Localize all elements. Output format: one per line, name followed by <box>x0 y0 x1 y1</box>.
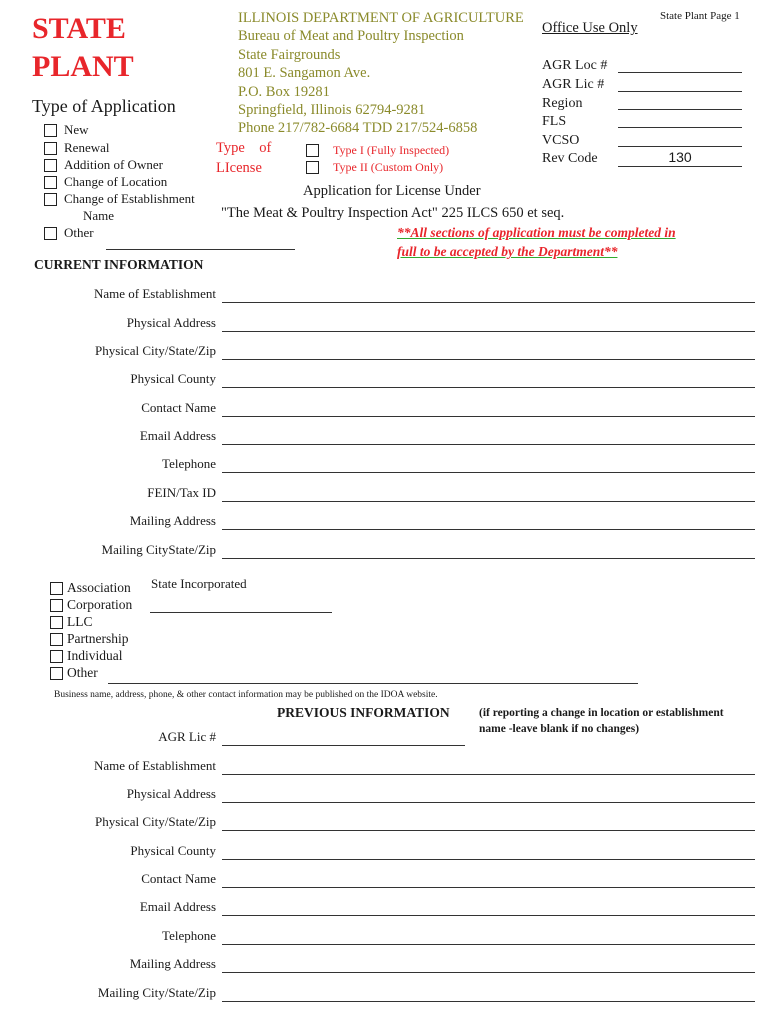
previous-field-agr-lic[interactable] <box>222 745 465 746</box>
current-field-mailing-city[interactable] <box>222 558 755 559</box>
previous-info-note: (if reporting a change in location or establishment name -leave blank if no changes) <box>479 707 724 735</box>
office-field-agr-loc[interactable] <box>618 56 742 73</box>
current-label-email: Email Address <box>139 428 216 443</box>
checkbox[interactable] <box>44 176 57 189</box>
previous-label-physical-city: Physical City/State/Zip <box>95 814 216 829</box>
department-line: Phone 217/782-6684 TDD 217/524-6858 <box>238 120 478 137</box>
current-field-physical-county[interactable] <box>222 387 755 388</box>
current-label-physical-county: Physical County <box>130 371 216 386</box>
current-label-mailing-city: Mailing CityState/Zip <box>101 542 216 557</box>
current-field-physical-city[interactable] <box>222 359 755 360</box>
previous-label-agr-lic: AGR Lic # <box>158 729 216 744</box>
previous-field-physical-address[interactable] <box>222 802 755 803</box>
department-line: ILLINOIS DEPARTMENT OF AGRICULTURE <box>238 10 524 26</box>
previous-field-mailing-address[interactable] <box>222 972 755 973</box>
department-line: Bureau of Meat and Poultry Inspection <box>238 28 464 45</box>
checkbox[interactable] <box>44 142 57 155</box>
checkbox[interactable] <box>50 633 63 646</box>
office-label-rev-code: Rev Code <box>542 151 598 166</box>
previous-label-establishment: Name of Establishment <box>93 758 216 773</box>
page-number: State Plant Page 1 <box>660 10 740 22</box>
checkbox[interactable] <box>50 650 63 663</box>
app-type-change-name[interactable]: Change of Establishment <box>44 191 195 207</box>
state-incorporated-label: State Incorporated <box>151 576 247 591</box>
checkbox[interactable] <box>50 667 63 680</box>
current-field-contact-name[interactable] <box>222 416 755 417</box>
current-field-mailing-address[interactable] <box>222 529 755 530</box>
publication-notice: Business name, address, phone, & other contact information may be published on the IDOA website. <box>54 690 438 700</box>
entity-llc[interactable]: LLC <box>50 614 93 630</box>
checkbox[interactable] <box>306 144 319 157</box>
app-type-addition-owner[interactable]: Addition of Owner <box>44 157 163 173</box>
checkbox[interactable] <box>50 582 63 595</box>
office-label-fls: FLS <box>542 114 567 129</box>
entity-other[interactable]: Other <box>50 665 98 681</box>
current-field-email[interactable] <box>222 444 755 445</box>
department-line: Springfield, Illinois 62794-9281 <box>238 102 426 119</box>
previous-info-heading: PREVIOUS INFORMATION <box>277 705 450 720</box>
office-use-heading: Office Use Only <box>542 20 638 36</box>
app-type-new[interactable]: New <box>44 122 89 138</box>
checkbox[interactable] <box>50 616 63 629</box>
current-field-establishment[interactable] <box>222 302 755 303</box>
current-label-physical-address: Physical Address <box>126 315 216 330</box>
checkbox[interactable] <box>44 159 57 172</box>
previous-field-mailing-city[interactable] <box>222 1001 755 1002</box>
office-label-agr-lic: AGR Lic # <box>542 77 605 92</box>
previous-label-contact-name: Contact Name <box>141 871 216 886</box>
previous-label-mailing-city: Mailing City/State/Zip <box>97 985 216 1000</box>
office-label-agr-loc: AGR Loc # <box>542 58 608 73</box>
checkbox[interactable] <box>306 161 319 174</box>
act-reference: "The Meat & Poultry Inspection Act" 225 ILCS 650 et seq. <box>221 205 565 221</box>
previous-field-physical-county[interactable] <box>222 859 755 860</box>
office-field-fls[interactable] <box>618 111 742 128</box>
current-label-physical-city: Physical City/State/Zip <box>95 343 216 358</box>
previous-label-physical-address: Physical Address <box>126 786 216 801</box>
app-type-change-location[interactable]: Change of Location <box>44 174 167 190</box>
form-title-line2: PLANT <box>32 50 134 83</box>
entity-association[interactable]: Association <box>50 580 131 596</box>
divider <box>106 249 295 250</box>
department-line: 801 E. Sangamon Ave. <box>238 65 371 82</box>
app-type-renewal[interactable]: Renewal <box>44 140 109 156</box>
current-label-mailing-address: Mailing Address <box>129 513 216 528</box>
entity-other-field[interactable] <box>108 683 638 684</box>
entity-corporation[interactable]: Corporation <box>50 597 132 613</box>
entity-individual[interactable]: Individual <box>50 648 123 664</box>
previous-field-establishment[interactable] <box>222 774 755 775</box>
app-type-change-name-cont: Name <box>83 208 115 223</box>
department-line: State Fairgrounds <box>238 46 341 63</box>
office-label-vcso: VCSO <box>542 133 580 148</box>
rev-code-value: 130 <box>668 149 692 165</box>
license-type-2[interactable]: Type II (Custom Only) <box>306 160 443 175</box>
current-label-contact-name: Contact Name <box>141 400 216 415</box>
office-field-region[interactable] <box>618 93 742 110</box>
department-address <box>238 9 524 138</box>
application-under: Application for License Under <box>303 183 481 199</box>
checkbox[interactable] <box>44 227 57 240</box>
current-label-telephone: Telephone <box>162 456 216 471</box>
previous-field-email[interactable] <box>222 915 755 916</box>
completion-warning: **All sections of application must be completed in full to be accepted by the Department** <box>397 225 676 259</box>
office-label-region: Region <box>542 96 583 111</box>
current-field-telephone[interactable] <box>222 472 755 473</box>
previous-label-email: Email Address <box>139 899 216 914</box>
office-field-vcso[interactable] <box>618 130 742 147</box>
checkbox[interactable] <box>50 599 63 612</box>
current-field-physical-address[interactable] <box>222 331 755 332</box>
form-title-line1: STATE <box>32 12 126 45</box>
license-type-1[interactable]: Type I (Fully Inspected) <box>306 143 449 158</box>
previous-label-telephone: Telephone <box>162 928 216 943</box>
license-type-label: Type of LIcense <box>216 140 272 176</box>
current-info-heading: CURRENT INFORMATION <box>34 257 204 272</box>
previous-field-telephone[interactable] <box>222 944 755 945</box>
app-type-other[interactable]: Other <box>44 225 94 241</box>
previous-label-physical-county: Physical County <box>130 843 216 858</box>
office-field-agr-lic[interactable] <box>618 75 742 92</box>
previous-label-mailing-address: Mailing Address <box>129 956 216 971</box>
checkbox[interactable] <box>44 193 57 206</box>
previous-field-contact-name[interactable] <box>222 887 755 888</box>
state-incorporated-field[interactable] <box>150 612 332 613</box>
previous-field-physical-city[interactable] <box>222 830 755 831</box>
checkbox[interactable] <box>44 124 57 137</box>
department-line: P.O. Box 19281 <box>238 83 330 100</box>
entity-partnership[interactable]: Partnership <box>50 631 129 647</box>
application-type-heading: Type of Application <box>32 96 176 116</box>
current-label-establishment: Name of Establishment <box>93 286 216 301</box>
current-field-fein[interactable] <box>222 501 755 502</box>
current-label-fein: FEIN/Tax ID <box>147 485 216 500</box>
